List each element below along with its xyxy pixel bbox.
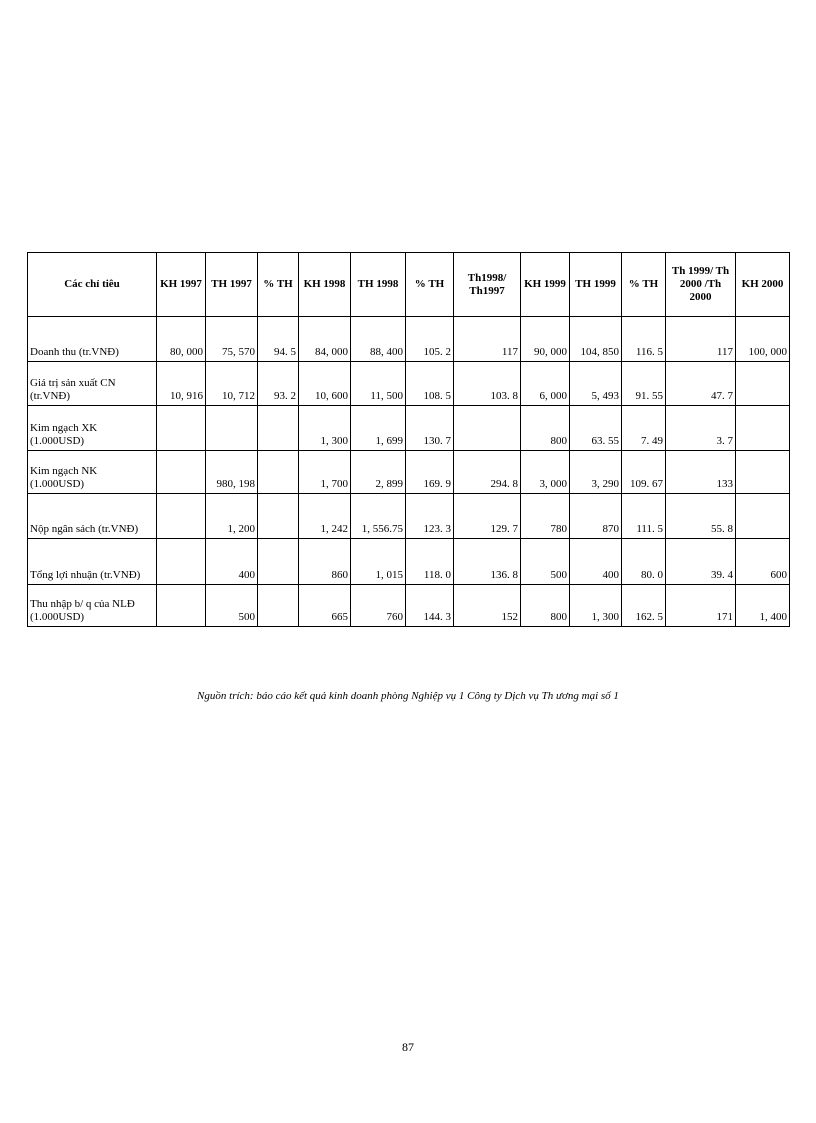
table-cell: 88, 400	[351, 317, 406, 362]
header-cell: Th1998/ Th1997	[454, 253, 521, 317]
table-row	[28, 585, 790, 627]
table-cell: 294. 8	[454, 451, 521, 494]
table-cell: 91. 55	[622, 362, 666, 406]
table-row	[28, 406, 790, 451]
row-label: Tổng lợi nhuận (tr.VNĐ)	[28, 539, 157, 585]
header-cell: TH 1999	[570, 253, 622, 317]
table-cell: 152	[454, 585, 521, 627]
table-cell: 500	[521, 539, 570, 585]
table-cell: 80, 000	[157, 317, 206, 362]
header-cell: KH 1997	[157, 253, 206, 317]
table-cell	[258, 494, 299, 539]
table-row	[28, 362, 790, 406]
table-cell	[258, 539, 299, 585]
table-row	[28, 494, 790, 539]
table-cell: 980, 198	[206, 451, 258, 494]
table-cell: 136. 8	[454, 539, 521, 585]
report-table	[27, 252, 790, 627]
table-cell	[157, 406, 206, 451]
table-cell: 400	[570, 539, 622, 585]
table-cell: 10, 600	[299, 362, 351, 406]
table-cell: 800	[521, 585, 570, 627]
table-row	[28, 539, 790, 585]
table-cell: 105. 2	[406, 317, 454, 362]
table-cell: 55. 8	[666, 494, 736, 539]
table-cell: 870	[570, 494, 622, 539]
table-cell	[736, 406, 790, 451]
header-row	[28, 253, 790, 317]
table-cell: 117	[666, 317, 736, 362]
table-cell: 7. 49	[622, 406, 666, 451]
table-cell	[157, 539, 206, 585]
row-label: Nộp ngân sách (tr.VNĐ)	[28, 494, 157, 539]
table-cell: 5, 493	[570, 362, 622, 406]
header-cell: KH 2000	[736, 253, 790, 317]
table-cell: 116. 5	[622, 317, 666, 362]
header-cell: KH 1998	[299, 253, 351, 317]
table-cell	[736, 494, 790, 539]
table-cell: 10, 916	[157, 362, 206, 406]
table-cell: 111. 5	[622, 494, 666, 539]
table-cell: 63. 55	[570, 406, 622, 451]
row-label: Thu nhập b/ q của NLĐ (1.000USD)	[28, 585, 157, 627]
table-cell: 1, 400	[736, 585, 790, 627]
table-cell: 760	[351, 585, 406, 627]
table-cell	[258, 451, 299, 494]
table-cell: 3, 290	[570, 451, 622, 494]
table-cell: 94. 5	[258, 317, 299, 362]
table-cell: 75, 570	[206, 317, 258, 362]
row-label: Giá trị sản xuất CN (tr.VNĐ)	[28, 362, 157, 406]
header-cell: Th 1999/ Th 2000 /Th 2000	[666, 253, 736, 317]
table-cell: 1, 015	[351, 539, 406, 585]
table-cell: 1, 556.75	[351, 494, 406, 539]
header-cell: TH 1998	[351, 253, 406, 317]
header-cell: % TH	[406, 253, 454, 317]
table-cell: 780	[521, 494, 570, 539]
table-cell: 90, 000	[521, 317, 570, 362]
page-number: 87	[402, 1040, 414, 1054]
source-note: Nguồn trích: báo cáo kết quả kinh doanh phòng Nghiệp vụ 1 Công ty Dịch vụ Th ương mại số 1	[197, 690, 619, 702]
table-row	[28, 451, 790, 494]
header-cell: TH 1997	[206, 253, 258, 317]
header-cell: % TH	[258, 253, 299, 317]
table-cell: 3, 000	[521, 451, 570, 494]
table-cell: 10, 712	[206, 362, 258, 406]
table-cell: 860	[299, 539, 351, 585]
header-cell: KH 1999	[521, 253, 570, 317]
table-cell: 3. 7	[666, 406, 736, 451]
table-cell: 2, 899	[351, 451, 406, 494]
table-cell: 500	[206, 585, 258, 627]
table-cell: 84, 000	[299, 317, 351, 362]
table-cell: 129. 7	[454, 494, 521, 539]
table-cell: 162. 5	[622, 585, 666, 627]
table-cell	[157, 585, 206, 627]
table-cell: 11, 500	[351, 362, 406, 406]
table-cell: 1, 699	[351, 406, 406, 451]
table-cell: 1, 300	[570, 585, 622, 627]
row-label: Kim ngạch NK (1.000USD)	[28, 451, 157, 494]
table-cell	[454, 406, 521, 451]
table-cell	[157, 494, 206, 539]
header-cell: Các chỉ tiêu	[28, 253, 157, 317]
table-cell: 93. 2	[258, 362, 299, 406]
table-cell: 130. 7	[406, 406, 454, 451]
table-cell: 400	[206, 539, 258, 585]
table-cell: 1, 700	[299, 451, 351, 494]
table-cell: 118. 0	[406, 539, 454, 585]
table-cell: 665	[299, 585, 351, 627]
table-cell: 800	[521, 406, 570, 451]
table-cell: 133	[666, 451, 736, 494]
table-cell: 1, 242	[299, 494, 351, 539]
header-cell: % TH	[622, 253, 666, 317]
table-cell: 123. 3	[406, 494, 454, 539]
table-cell: 100, 000	[736, 317, 790, 362]
table-cell: 104, 850	[570, 317, 622, 362]
table-cell: 103. 8	[454, 362, 521, 406]
row-label: Kim ngạch XK (1.000USD)	[28, 406, 157, 451]
table-cell	[258, 585, 299, 627]
table-cell	[736, 451, 790, 494]
table-cell: 171	[666, 585, 736, 627]
table-row	[28, 317, 790, 362]
table-cell: 144. 3	[406, 585, 454, 627]
table-cell: 169. 9	[406, 451, 454, 494]
table-cell	[157, 451, 206, 494]
table-cell: 1, 200	[206, 494, 258, 539]
table-cell: 108. 5	[406, 362, 454, 406]
table-cell: 80. 0	[622, 539, 666, 585]
table-cell: 109. 67	[622, 451, 666, 494]
table-cell	[736, 362, 790, 406]
table-cell	[258, 406, 299, 451]
table-cell: 47. 7	[666, 362, 736, 406]
table-cell: 117	[454, 317, 521, 362]
table-cell: 6, 000	[521, 362, 570, 406]
table-cell: 39. 4	[666, 539, 736, 585]
table-cell: 600	[736, 539, 790, 585]
table-cell: 1, 300	[299, 406, 351, 451]
row-label: Doanh thu (tr.VNĐ)	[28, 317, 157, 362]
table-cell	[206, 406, 258, 451]
